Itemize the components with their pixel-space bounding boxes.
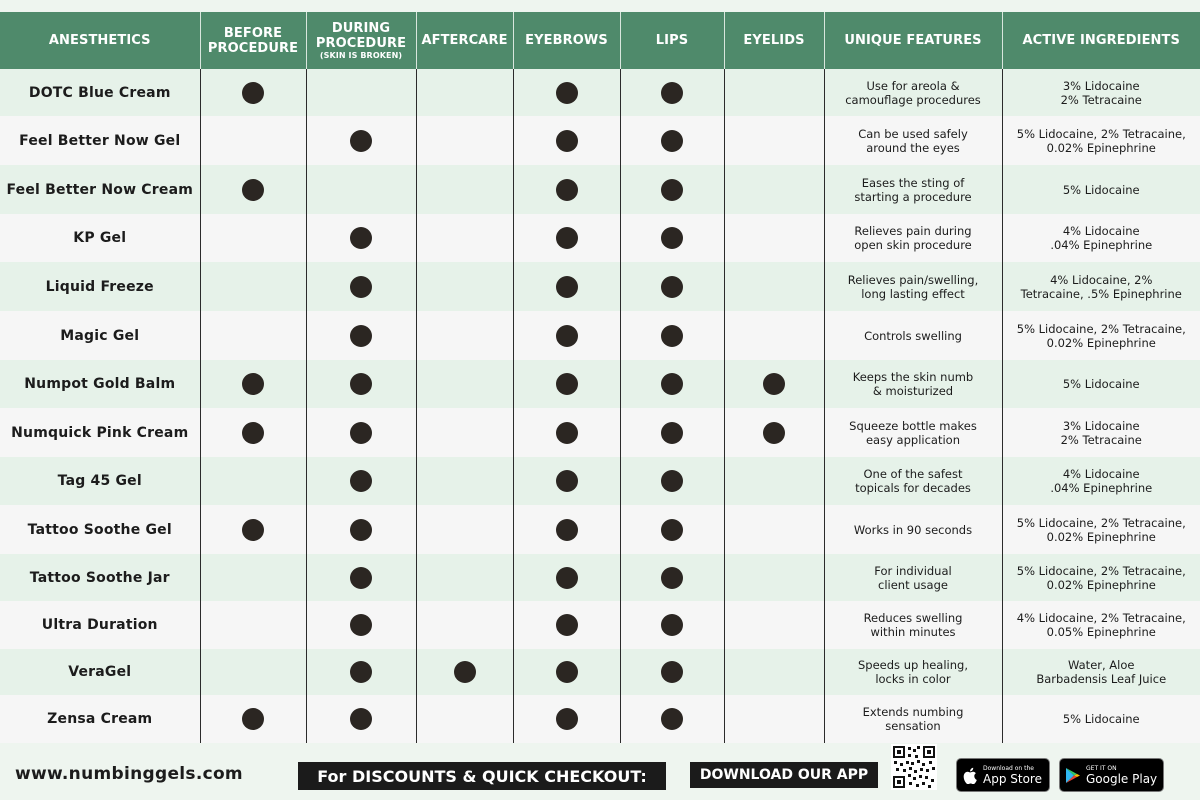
active-ingredients: Water, Aloe Barbadensis Leaf Juice [1002,649,1200,695]
active-ingredients: 3% Lidocaine 2% Tetracaine [1002,69,1200,116]
table-row [0,116,1200,165]
check-dot-icon [556,82,578,104]
header-before-procedure: BEFORE PROCEDURE [200,12,306,69]
cell-before [200,214,306,262]
check-dot-icon [661,708,683,730]
cell-during [306,116,416,165]
check-dot-icon [350,373,372,395]
cell-aftercare [416,457,513,505]
table-row [0,554,1200,601]
cell-before [200,360,306,408]
unique-feature: Can be used safely around the eyes [824,116,1002,165]
check-dot-icon [661,130,683,152]
header-anesthetics: ANESTHETICS [0,12,200,69]
product-name: Tattoo Soothe Gel [0,505,200,554]
table-row [0,457,1200,505]
check-dot-icon [661,179,683,201]
active-ingredients: 5% Lidocaine [1002,695,1200,743]
discount-banner: For DISCOUNTS & QUICK CHECKOUT: [298,762,666,790]
active-ingredients: 5% Lidocaine, 2% Tetracaine, 0.02% Epinephrine [1002,311,1200,360]
cell-eyebrows [513,116,620,165]
cell-aftercare [416,262,513,311]
cell-eyebrows [513,408,620,457]
check-dot-icon [661,422,683,444]
table-body [0,69,1200,743]
unique-feature: Speeds up healing, locks in color [824,649,1002,695]
table-row [0,601,1200,649]
cell-eyelids [724,601,824,649]
check-dot-icon [556,661,578,683]
product-name: KP Gel [0,214,200,262]
cell-eyelids [724,649,824,695]
product-name: Ultra Duration [0,601,200,649]
cell-before [200,601,306,649]
check-dot-icon [350,227,372,249]
active-ingredients: 5% Lidocaine [1002,360,1200,408]
check-dot-icon [661,614,683,636]
cell-eyelids [724,554,824,601]
product-name: Numpot Gold Balm [0,360,200,408]
google-play-small-text: GET IT ON [1086,764,1117,772]
check-dot-icon [556,614,578,636]
header-eyelids: EYELIDS [724,12,824,69]
cell-aftercare [416,311,513,360]
active-ingredients: 4% Lidocaine .04% Epinephrine [1002,214,1200,262]
check-dot-icon [661,82,683,104]
check-dot-icon [242,179,264,201]
cell-lips [620,69,724,116]
check-dot-icon [661,227,683,249]
cell-aftercare [416,554,513,601]
cell-before [200,69,306,116]
product-name: Numquick Pink Cream [0,408,200,457]
cell-eyebrows [513,649,620,695]
cell-aftercare [416,408,513,457]
header-lips: LIPS [620,12,724,69]
cell-aftercare [416,360,513,408]
check-dot-icon [556,567,578,589]
cell-lips [620,554,724,601]
table-row [0,311,1200,360]
cell-during [306,360,416,408]
active-ingredients: 4% Lidocaine, 2% Tetracaine, .5% Epinephrine [1002,262,1200,311]
unique-feature: Squeeze bottle makes easy application [824,408,1002,457]
table-row [0,69,1200,116]
check-dot-icon [350,614,372,636]
check-dot-icon [661,470,683,492]
check-dot-icon [242,82,264,104]
cell-during [306,649,416,695]
cell-during [306,554,416,601]
check-dot-icon [454,661,476,683]
check-dot-icon [350,422,372,444]
cell-before [200,457,306,505]
active-ingredients: 4% Lidocaine, 2% Tetracaine, 0.05% Epinephrine [1002,601,1200,649]
cell-eyelids [724,214,824,262]
check-dot-icon [242,519,264,541]
check-dot-icon [350,567,372,589]
product-name: Zensa Cream [0,695,200,743]
cell-eyelids [724,116,824,165]
check-dot-icon [242,373,264,395]
cell-aftercare [416,69,513,116]
google-play-icon [1060,767,1086,784]
cell-before [200,116,306,165]
check-dot-icon [556,708,578,730]
cell-eyelids [724,165,824,214]
check-dot-icon [661,519,683,541]
cell-lips [620,360,724,408]
cell-eyebrows [513,69,620,116]
cell-eyelids [724,360,824,408]
qr-code-icon[interactable] [891,744,937,790]
unique-feature: For individual client usage [824,554,1002,601]
app-store-button[interactable] [956,758,1050,792]
cell-during [306,601,416,649]
table-row [0,360,1200,408]
check-dot-icon [350,708,372,730]
check-dot-icon [350,470,372,492]
cell-lips [620,649,724,695]
cell-during [306,311,416,360]
cell-eyelids [724,408,824,457]
cell-eyebrows [513,262,620,311]
google-play-label: Google Play [1086,771,1158,786]
product-name: Liquid Freeze [0,262,200,311]
unique-feature: Use for areola & camouflage procedures [824,69,1002,116]
unique-feature: Keeps the skin numb & moisturized [824,360,1002,408]
unique-feature: One of the safest topicals for decades [824,457,1002,505]
comparison-table [0,12,1200,743]
check-dot-icon [350,661,372,683]
product-name: Tag 45 Gel [0,457,200,505]
product-name: DOTC Blue Cream [0,69,200,116]
cell-eyebrows [513,505,620,554]
header-during-procedure: DURING PROCEDURE (SKIN IS BROKEN) [306,12,416,69]
active-ingredients: 5% Lidocaine, 2% Tetracaine, 0.02% Epinephrine [1002,116,1200,165]
product-name: Feel Better Now Cream [0,165,200,214]
check-dot-icon [556,130,578,152]
product-name: Feel Better Now Gel [0,116,200,165]
cell-lips [620,601,724,649]
cell-aftercare [416,214,513,262]
table-row [0,165,1200,214]
check-dot-icon [556,373,578,395]
check-dot-icon [350,276,372,298]
unique-feature: Works in 90 seconds [824,505,1002,554]
cell-eyebrows [513,311,620,360]
cell-during [306,505,416,554]
cell-eyelids [724,69,824,116]
cell-lips [620,457,724,505]
cell-before [200,554,306,601]
cell-during [306,165,416,214]
cell-eyebrows [513,457,620,505]
check-dot-icon [661,373,683,395]
active-ingredients: 5% Lidocaine, 2% Tetracaine, 0.02% Epinephrine [1002,554,1200,601]
check-dot-icon [556,519,578,541]
cell-during [306,408,416,457]
check-dot-icon [350,325,372,347]
check-dot-icon [556,179,578,201]
cell-eyebrows [513,214,620,262]
active-ingredients: 5% Lidocaine, 2% Tetracaine, 0.02% Epinephrine [1002,505,1200,554]
cell-lips [620,214,724,262]
cell-eyebrows [513,601,620,649]
check-dot-icon [763,422,785,444]
table-row [0,505,1200,554]
cell-aftercare [416,165,513,214]
cell-aftercare [416,505,513,554]
unique-feature: Eases the sting of starting a procedure [824,165,1002,214]
app-store-small-text: Download on the [983,764,1034,772]
header-active-ingredients: ACTIVE INGREDIENTS [1002,12,1200,69]
footer [0,736,1200,800]
check-dot-icon [661,567,683,589]
header-during-subtitle: (SKIN IS BROKEN) [319,50,403,60]
check-dot-icon [556,227,578,249]
apple-icon [957,767,983,784]
active-ingredients: 4% Lidocaine .04% Epinephrine [1002,457,1200,505]
check-dot-icon [556,470,578,492]
cell-before [200,165,306,214]
header-unique-features: UNIQUE FEATURES [824,12,1002,69]
header-row [0,12,1200,69]
cell-eyelids [724,311,824,360]
check-dot-icon [763,373,785,395]
cell-during [306,214,416,262]
cell-lips [620,311,724,360]
cell-during [306,69,416,116]
product-name: Tattoo Soothe Jar [0,554,200,601]
cell-eyelids [724,505,824,554]
cell-before [200,311,306,360]
check-dot-icon [661,325,683,347]
cell-eyebrows [513,165,620,214]
table-row [0,262,1200,311]
cell-before [200,408,306,457]
header-aftercare: AFTERCARE [416,12,513,69]
table-row [0,649,1200,695]
cell-aftercare [416,116,513,165]
table-row [0,214,1200,262]
check-dot-icon [661,661,683,683]
app-store-label: App Store [983,771,1042,786]
cell-during [306,457,416,505]
unique-feature: Relieves pain/swelling, long lasting effect [824,262,1002,311]
cell-eyelids [724,262,824,311]
check-dot-icon [350,130,372,152]
unique-feature: Controls swelling [824,311,1002,360]
cell-before [200,262,306,311]
cell-aftercare [416,649,513,695]
google-play-button[interactable] [1059,758,1164,792]
active-ingredients: 3% Lidocaine 2% Tetracaine [1002,408,1200,457]
cell-during [306,262,416,311]
check-dot-icon [556,422,578,444]
unique-feature: Extends numbing sensation [824,695,1002,743]
product-name: Magic Gel [0,311,200,360]
check-dot-icon [242,708,264,730]
check-dot-icon [350,519,372,541]
cell-aftercare [416,601,513,649]
check-dot-icon [242,422,264,444]
cell-lips [620,165,724,214]
cell-before [200,649,306,695]
header-eyebrows: EYEBROWS [513,12,620,69]
active-ingredients: 5% Lidocaine [1002,165,1200,214]
cell-eyelids [724,457,824,505]
cell-lips [620,116,724,165]
check-dot-icon [661,276,683,298]
product-name: VeraGel [0,649,200,695]
cell-eyebrows [513,360,620,408]
website-link[interactable]: www.numbinggels.com [15,764,243,784]
check-dot-icon [556,325,578,347]
check-dot-icon [556,276,578,298]
cell-lips [620,408,724,457]
cell-lips [620,505,724,554]
cell-before [200,505,306,554]
unique-feature: Reduces swelling within minutes [824,601,1002,649]
cell-lips [620,262,724,311]
table-row [0,408,1200,457]
download-app-banner: DOWNLOAD OUR APP [690,762,878,788]
unique-feature: Relieves pain during open skin procedure [824,214,1002,262]
cell-eyebrows [513,554,620,601]
